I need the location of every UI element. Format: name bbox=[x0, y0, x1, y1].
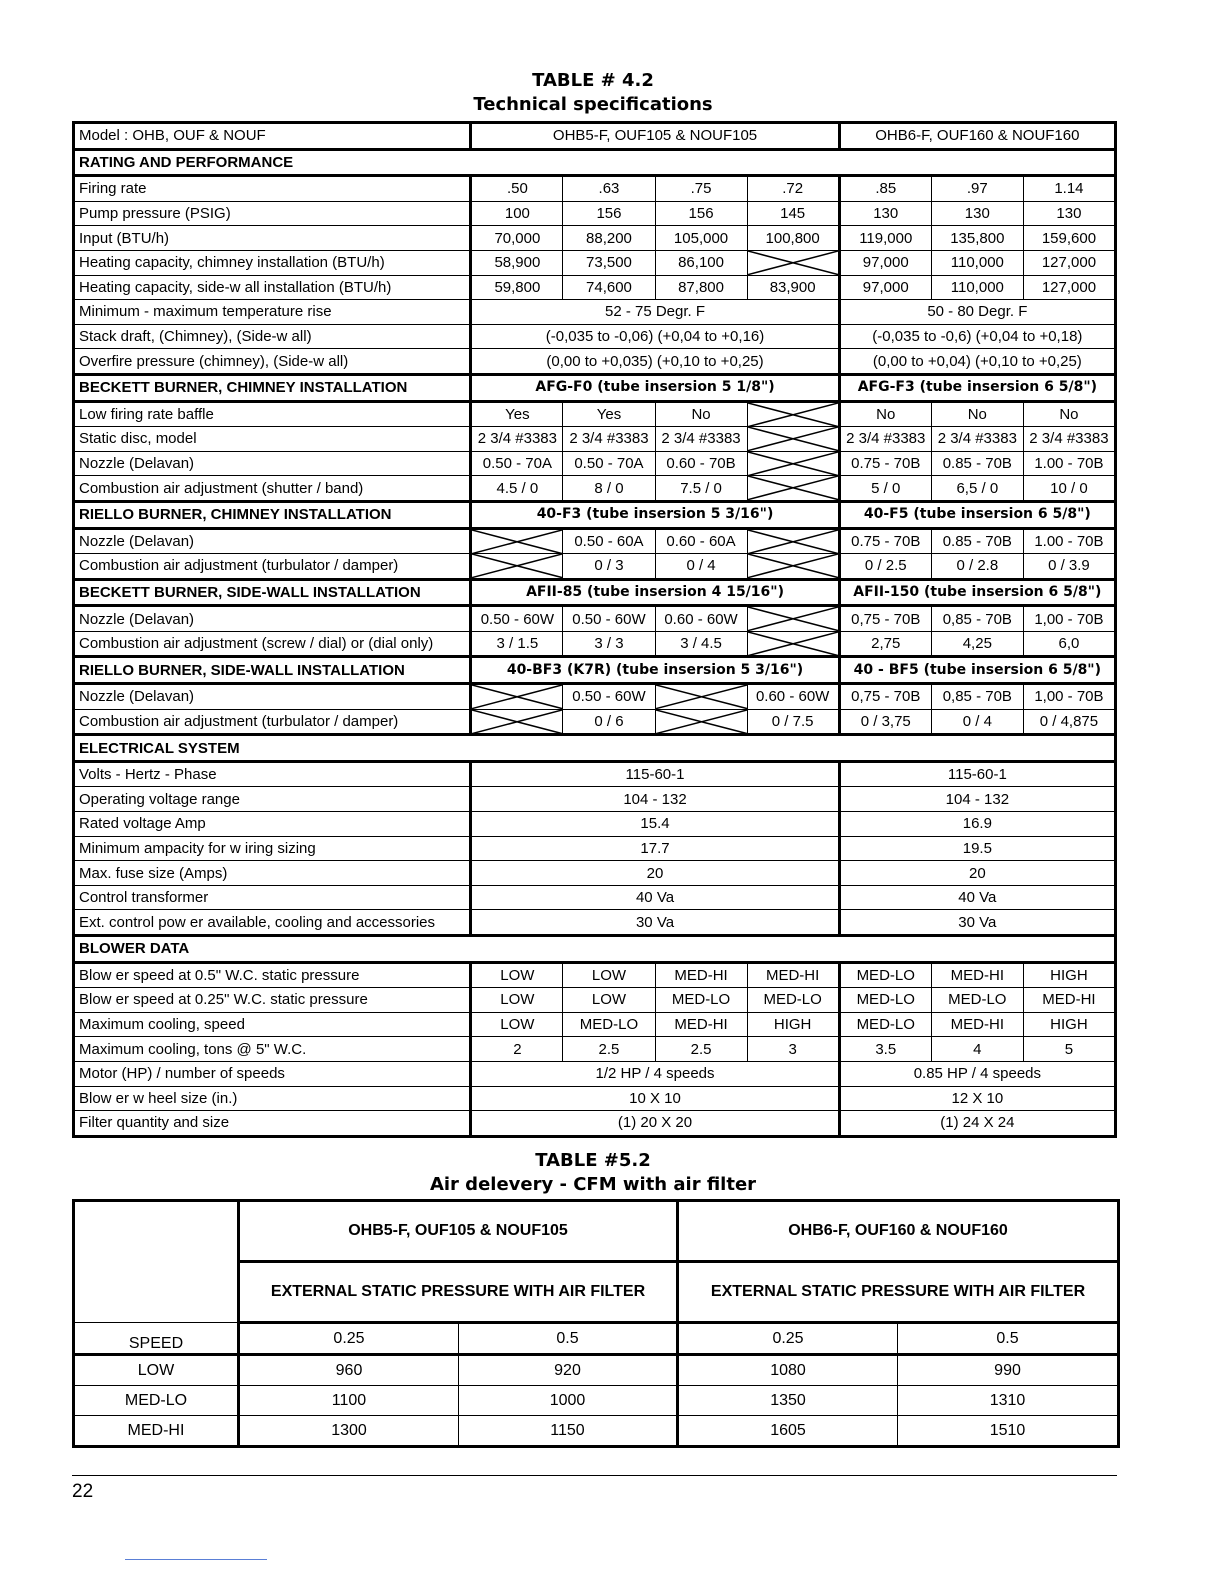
spec-value: 3.5 bbox=[839, 1037, 931, 1062]
spec-label: Combustion air adjustment (screw / dial) or (dial only) bbox=[74, 631, 471, 657]
spec-value-a: 10 X 10 bbox=[471, 1086, 839, 1111]
footer-link-underline bbox=[125, 1559, 267, 1560]
spec-label: Combustion air adjustment (shutter / band) bbox=[74, 476, 471, 502]
spec-label: Motor (HP) / number of speeds bbox=[74, 1061, 471, 1086]
spec-value: 105,000 bbox=[655, 226, 747, 251]
speed-cell: LOW bbox=[74, 1355, 239, 1386]
spec-label: Maximum cooling, speed bbox=[74, 1012, 471, 1037]
air-esp-header-row bbox=[74, 1262, 1119, 1323]
air-pressure-row bbox=[74, 1323, 1119, 1355]
spec-value: .50 bbox=[471, 176, 563, 202]
spec-value: MED-HI bbox=[931, 1012, 1023, 1037]
spec-value: 10 / 0 bbox=[1023, 476, 1115, 502]
spec-value: 135,800 bbox=[931, 226, 1023, 251]
spec-row bbox=[74, 451, 1116, 476]
spec-value: 145 bbox=[747, 201, 839, 226]
spec-label: Nozzle (Delavan) bbox=[74, 684, 471, 710]
spec-value: 5 / 0 bbox=[839, 476, 931, 502]
spec-value: 0.60 - 60W bbox=[655, 606, 747, 632]
spec-label: Input (BTU/h) bbox=[74, 226, 471, 251]
speed-cell: MED-LO bbox=[74, 1386, 239, 1416]
cfm-value: 920 bbox=[459, 1355, 678, 1386]
cfm-value: 1510 bbox=[898, 1416, 1119, 1447]
spec-value: MED-LO bbox=[931, 988, 1023, 1013]
not-applicable-cross-icon bbox=[747, 528, 839, 554]
spec-value: 100 bbox=[471, 201, 563, 226]
table-5-2-title: Air delevery - CFM with air filter bbox=[429, 1174, 757, 1195]
spec-label: Low firing rate baffle bbox=[74, 401, 471, 427]
spec-label: Firing rate bbox=[74, 176, 471, 202]
cfm-value: 1605 bbox=[678, 1416, 898, 1447]
spec-value: MED-LO bbox=[747, 988, 839, 1013]
spec-value: 0 / 3,75 bbox=[839, 709, 931, 735]
spec-value: 0.60 - 70B bbox=[655, 451, 747, 476]
spec-value: MED-LO bbox=[839, 962, 931, 988]
spec-value: 8 / 0 bbox=[563, 476, 655, 502]
spec-row bbox=[74, 324, 1116, 349]
spec-value: 159,600 bbox=[1023, 226, 1115, 251]
not-applicable-cross-icon bbox=[747, 451, 839, 476]
burner-model-b: 40 - BF5 (tube insersion 6 5/8") bbox=[839, 657, 1115, 684]
spec-label: Static disc, model bbox=[74, 427, 471, 452]
not-applicable-cross-icon bbox=[747, 401, 839, 427]
spec-value-b: 16.9 bbox=[839, 812, 1115, 837]
section-heading: RATING AND PERFORMANCE bbox=[74, 149, 1116, 176]
spec-value: 0 / 2.5 bbox=[839, 554, 931, 580]
spec-value-a: 40 Va bbox=[471, 885, 839, 910]
spec-value: 2 3/4 #3383 bbox=[655, 427, 747, 452]
spec-label: Nozzle (Delavan) bbox=[74, 606, 471, 632]
spec-value: 70,000 bbox=[471, 226, 563, 251]
spec-row bbox=[74, 501, 1116, 528]
spec-value: Yes bbox=[563, 401, 655, 427]
spec-row bbox=[74, 787, 1116, 812]
burner-model-b: AFG-F3 (tube insersion 6 5/8") bbox=[839, 374, 1115, 401]
burner-model-a: 40-BF3 (K7R) (tube insersion 5 3/16") bbox=[471, 657, 839, 684]
spec-value: MED-LO bbox=[655, 988, 747, 1013]
spec-row bbox=[74, 812, 1116, 837]
spec-label: Stack draft, (Chimney), (Side-w all) bbox=[74, 324, 471, 349]
spec-value: 0 / 4,875 bbox=[1023, 709, 1115, 735]
spec-value-b: 12 X 10 bbox=[839, 1086, 1115, 1111]
spec-value: 4.5 / 0 bbox=[471, 476, 563, 502]
burner-model-a: AFII-85 (tube insersion 4 15/16") bbox=[471, 579, 839, 606]
spec-value: 0.85 - 70B bbox=[931, 528, 1023, 554]
spec-value-a: 17.7 bbox=[471, 836, 839, 861]
spec-value: 130 bbox=[931, 201, 1023, 226]
spec-row bbox=[74, 910, 1116, 936]
spec-value: .97 bbox=[931, 176, 1023, 202]
spec-value: 0.50 - 60W bbox=[471, 606, 563, 632]
group-b-header: OHB6-F, OUF160 & NOUF160 bbox=[839, 123, 1115, 150]
cfm-value: 1310 bbox=[898, 1386, 1119, 1416]
cfm-value: 960 bbox=[239, 1355, 459, 1386]
spec-value: 0.50 - 60W bbox=[563, 606, 655, 632]
spec-row bbox=[74, 554, 1116, 580]
section-heading: BECKETT BURNER, CHIMNEY INSTALLATION bbox=[74, 374, 471, 401]
spec-value: 0.50 - 70A bbox=[471, 451, 563, 476]
spec-value: 1.14 bbox=[1023, 176, 1115, 202]
spec-row bbox=[74, 631, 1116, 657]
spec-value: 0,75 - 70B bbox=[839, 684, 931, 710]
spec-value-b: 30 Va bbox=[839, 910, 1115, 936]
burner-model-a: 40-F3 (tube insersion 5 3/16") bbox=[471, 501, 839, 528]
spec-value: 59,800 bbox=[471, 275, 563, 300]
spec-value: 0.50 - 70A bbox=[563, 451, 655, 476]
cfm-value: 1000 bbox=[459, 1386, 678, 1416]
spec-value-a: 20 bbox=[471, 861, 839, 886]
spec-value: 2 bbox=[471, 1037, 563, 1062]
spec-row bbox=[74, 988, 1116, 1013]
spec-value: 0.60 - 60W bbox=[747, 684, 839, 710]
spec-value: 2 3/4 #3383 bbox=[471, 427, 563, 452]
spec-value: 130 bbox=[839, 201, 931, 226]
cfm-value: 1150 bbox=[459, 1416, 678, 1447]
spec-row bbox=[74, 936, 1116, 963]
spec-value: 7.5 / 0 bbox=[655, 476, 747, 502]
spec-label: Pump pressure (PSIG) bbox=[74, 201, 471, 226]
air-table-row bbox=[74, 1386, 1119, 1416]
cfm-value: 1080 bbox=[678, 1355, 898, 1386]
spec-value: 130 bbox=[1023, 201, 1115, 226]
spec-value: 2.5 bbox=[563, 1037, 655, 1062]
spec-value: 2 3/4 #3383 bbox=[563, 427, 655, 452]
table-5-2-heading bbox=[0, 1149, 1186, 1197]
section-heading: RIELLO BURNER, CHIMNEY INSTALLATION bbox=[74, 501, 471, 528]
spec-row bbox=[74, 836, 1116, 861]
spec-value: 0 / 3 bbox=[563, 554, 655, 580]
cfm-value: 990 bbox=[898, 1355, 1119, 1386]
spec-value: .85 bbox=[839, 176, 931, 202]
spec-value: 1,00 - 70B bbox=[1023, 606, 1115, 632]
spec-value: 0.50 - 60W bbox=[563, 684, 655, 710]
spec-row bbox=[74, 1012, 1116, 1037]
spec-value: 0 / 6 bbox=[563, 709, 655, 735]
spec-row bbox=[74, 962, 1116, 988]
not-applicable-cross-icon bbox=[747, 631, 839, 657]
spec-row bbox=[74, 201, 1116, 226]
spec-value-b: (1) 24 X 24 bbox=[839, 1111, 1115, 1137]
spec-value: 2,75 bbox=[839, 631, 931, 657]
spec-label: Volts - Hertz - Phase bbox=[74, 761, 471, 787]
spec-value: 2 3/4 #3383 bbox=[931, 427, 1023, 452]
spec-label: Overfire pressure (chimney), (Side-w all) bbox=[74, 349, 471, 375]
spec-label: Heating capacity, chimney installation (BTU/h) bbox=[74, 250, 471, 275]
spec-value: HIGH bbox=[1023, 962, 1115, 988]
spec-row bbox=[74, 476, 1116, 502]
burner-model-a: AFG-F0 (tube insersion 5 1/8") bbox=[471, 374, 839, 401]
air-table-row bbox=[74, 1355, 1119, 1386]
spec-label: Ext. control pow er available, cooling and accessories bbox=[74, 910, 471, 936]
section-heading: BLOWER DATA bbox=[74, 936, 1116, 963]
spec-value: 0.75 - 70B bbox=[839, 528, 931, 554]
table-5-2-label: TABLE #5.2 bbox=[535, 1150, 651, 1171]
spec-label: Blow er w heel size (in.) bbox=[74, 1086, 471, 1111]
spec-row bbox=[74, 300, 1116, 325]
spec-value-b: 19.5 bbox=[839, 836, 1115, 861]
spec-value: MED-HI bbox=[747, 962, 839, 988]
spec-row bbox=[74, 657, 1116, 684]
spec-row bbox=[74, 275, 1116, 300]
spec-value-b: 40 Va bbox=[839, 885, 1115, 910]
pressure-a1: 0.25 bbox=[239, 1323, 459, 1355]
spec-value: 0 / 4 bbox=[655, 554, 747, 580]
spec-value: 4,25 bbox=[931, 631, 1023, 657]
model-header-row bbox=[74, 123, 1116, 150]
spec-value: 83,900 bbox=[747, 275, 839, 300]
spec-row bbox=[74, 684, 1116, 710]
spec-label: Nozzle (Delavan) bbox=[74, 451, 471, 476]
spec-row bbox=[74, 1111, 1116, 1137]
spec-value: 74,600 bbox=[563, 275, 655, 300]
spec-value: 5 bbox=[1023, 1037, 1115, 1062]
spec-label: Combustion air adjustment (turbulator / damper) bbox=[74, 709, 471, 735]
spec-row bbox=[74, 1061, 1116, 1086]
cfm-value: 1350 bbox=[678, 1386, 898, 1416]
spec-value: 87,800 bbox=[655, 275, 747, 300]
spec-value: 73,500 bbox=[563, 250, 655, 275]
spec-row bbox=[74, 528, 1116, 554]
spec-value: 88,200 bbox=[563, 226, 655, 251]
spec-value: .72 bbox=[747, 176, 839, 202]
not-applicable-cross-icon bbox=[747, 250, 839, 275]
spec-value: 4 bbox=[931, 1037, 1023, 1062]
not-applicable-cross-icon bbox=[471, 554, 563, 580]
air-esp-a-header: EXTERNAL STATIC PRESSURE WITH AIR FILTER bbox=[239, 1262, 678, 1323]
spec-value: 2.5 bbox=[655, 1037, 747, 1062]
spec-value: 58,900 bbox=[471, 250, 563, 275]
spec-value: 110,000 bbox=[931, 275, 1023, 300]
burner-model-b: AFII-150 (tube insersion 6 5/8") bbox=[839, 579, 1115, 606]
spec-label: Max. fuse size (Amps) bbox=[74, 861, 471, 886]
not-applicable-cross-icon bbox=[655, 709, 747, 735]
spec-value: MED-LO bbox=[563, 1012, 655, 1037]
page-number: 22 bbox=[72, 1481, 94, 1502]
spec-value-a: 115-60-1 bbox=[471, 761, 839, 787]
spec-value: .63 bbox=[563, 176, 655, 202]
air-group-a-header: OHB5-F, OUF105 & NOUF105 bbox=[239, 1201, 678, 1262]
technical-specifications-body bbox=[74, 123, 1116, 1137]
table-4-2-title: Technical specifications bbox=[473, 94, 713, 115]
model-label: Model : OHB, OUF & NOUF bbox=[74, 123, 471, 150]
air-group-header-row bbox=[74, 1201, 1119, 1262]
air-group-b-header: OHB6-F, OUF160 & NOUF160 bbox=[678, 1201, 1119, 1262]
burner-model-b: 40-F5 (tube insersion 6 5/8") bbox=[839, 501, 1115, 528]
spec-value-b: 20 bbox=[839, 861, 1115, 886]
spec-value-b: 50 - 80 Degr. F bbox=[839, 300, 1115, 325]
not-applicable-cross-icon bbox=[471, 684, 563, 710]
spec-value: 0,75 - 70B bbox=[839, 606, 931, 632]
spec-row bbox=[74, 349, 1116, 375]
spec-row bbox=[74, 735, 1116, 762]
spec-value: 3 / 3 bbox=[563, 631, 655, 657]
spec-value: 3 / 4.5 bbox=[655, 631, 747, 657]
spec-value: LOW bbox=[563, 962, 655, 988]
spec-value: 0 / 4 bbox=[931, 709, 1023, 735]
group-a-header: OHB5-F, OUF105 & NOUF105 bbox=[471, 123, 839, 150]
spec-row bbox=[74, 176, 1116, 202]
spec-value: 119,000 bbox=[839, 226, 931, 251]
spec-value: MED-HI bbox=[931, 962, 1023, 988]
spec-value: 0,85 - 70B bbox=[931, 684, 1023, 710]
spec-value: 97,000 bbox=[839, 275, 931, 300]
spec-value: 127,000 bbox=[1023, 275, 1115, 300]
footer-rule bbox=[72, 1475, 1117, 1476]
air-esp-b-header: EXTERNAL STATIC PRESSURE WITH AIR FILTER bbox=[678, 1262, 1119, 1323]
spec-value: 3 bbox=[747, 1037, 839, 1062]
spec-value: 0.75 - 70B bbox=[839, 451, 931, 476]
spec-value: 1.00 - 70B bbox=[1023, 451, 1115, 476]
spec-value: 86,100 bbox=[655, 250, 747, 275]
spec-value: 0 / 7.5 bbox=[747, 709, 839, 735]
spec-label: Nozzle (Delavan) bbox=[74, 528, 471, 554]
spec-row bbox=[74, 149, 1116, 176]
spec-value: 3 / 1.5 bbox=[471, 631, 563, 657]
spec-value: 6,0 bbox=[1023, 631, 1115, 657]
spec-row bbox=[74, 885, 1116, 910]
spec-row bbox=[74, 226, 1116, 251]
spec-value: MED-HI bbox=[655, 962, 747, 988]
spec-value: LOW bbox=[471, 1012, 563, 1037]
spec-value: 1.00 - 70B bbox=[1023, 528, 1115, 554]
not-applicable-cross-icon bbox=[471, 709, 563, 735]
not-applicable-cross-icon bbox=[747, 606, 839, 632]
spec-label: Control transformer bbox=[74, 885, 471, 910]
spec-row bbox=[74, 579, 1116, 606]
spec-value: LOW bbox=[563, 988, 655, 1013]
pressure-b2: 0.5 bbox=[898, 1323, 1119, 1355]
spec-value-a: 15.4 bbox=[471, 812, 839, 837]
spec-value: 156 bbox=[563, 201, 655, 226]
spec-value: No bbox=[1023, 401, 1115, 427]
spec-value: MED-HI bbox=[1023, 988, 1115, 1013]
spec-value: 2 3/4 #3383 bbox=[839, 427, 931, 452]
spec-value: 6,5 / 0 bbox=[931, 476, 1023, 502]
spec-value: No bbox=[931, 401, 1023, 427]
spec-value-a: 104 - 132 bbox=[471, 787, 839, 812]
spec-row bbox=[74, 606, 1116, 632]
spec-label: Heating capacity, side-w all installation (BTU/h) bbox=[74, 275, 471, 300]
spec-label: Rated voltage Amp bbox=[74, 812, 471, 837]
spec-label: Minimum ampacity for w iring sizing bbox=[74, 836, 471, 861]
spec-row bbox=[74, 761, 1116, 787]
spec-label: Operating voltage range bbox=[74, 787, 471, 812]
speed-cell: MED-HI bbox=[74, 1416, 239, 1447]
spec-row bbox=[74, 1037, 1116, 1062]
spec-value: 97,000 bbox=[839, 250, 931, 275]
spec-value: 0 / 3.9 bbox=[1023, 554, 1115, 580]
not-applicable-cross-icon bbox=[747, 554, 839, 580]
spec-value-b: 115-60-1 bbox=[839, 761, 1115, 787]
spec-value-b: (-0,035 to -0,6) (+0,04 to +0,18) bbox=[839, 324, 1115, 349]
cfm-value: 1300 bbox=[239, 1416, 459, 1447]
cfm-value: 1100 bbox=[239, 1386, 459, 1416]
spec-value-b: 104 - 132 bbox=[839, 787, 1115, 812]
section-heading: RIELLO BURNER, SIDE-WALL INSTALLATION bbox=[74, 657, 471, 684]
spec-row bbox=[74, 427, 1116, 452]
not-applicable-cross-icon bbox=[747, 476, 839, 502]
table-4-2-label: TABLE # 4.2 bbox=[532, 70, 654, 91]
spec-value: MED-HI bbox=[655, 1012, 747, 1037]
spec-value: 127,000 bbox=[1023, 250, 1115, 275]
spec-row bbox=[74, 374, 1116, 401]
air-corner-cell bbox=[74, 1201, 239, 1262]
spec-value: 0,85 - 70B bbox=[931, 606, 1023, 632]
spec-value: LOW bbox=[471, 988, 563, 1013]
speed-header: SPEED bbox=[74, 1323, 239, 1355]
air-corner-cell-lower bbox=[74, 1262, 239, 1323]
spec-value-b: (0,00 to +0,04) (+0,10 to +0,25) bbox=[839, 349, 1115, 375]
spec-row bbox=[74, 250, 1116, 275]
not-applicable-cross-icon bbox=[655, 684, 747, 710]
spec-value-a: (0,00 to +0,035) (+0,10 to +0,25) bbox=[471, 349, 839, 375]
section-heading: ELECTRICAL SYSTEM bbox=[74, 735, 1116, 762]
spec-value: MED-LO bbox=[839, 1012, 931, 1037]
spec-value: No bbox=[839, 401, 931, 427]
technical-specifications-table bbox=[72, 121, 1117, 1138]
spec-value-a: 30 Va bbox=[471, 910, 839, 936]
spec-label: Filter quantity and size bbox=[74, 1111, 471, 1137]
table-4-2-heading bbox=[0, 69, 1186, 117]
spec-value: HIGH bbox=[747, 1012, 839, 1037]
spec-value-a: 52 - 75 Degr. F bbox=[471, 300, 839, 325]
spec-value-a: 1/2 HP / 4 speeds bbox=[471, 1061, 839, 1086]
spec-value: 156 bbox=[655, 201, 747, 226]
spec-value-b: 0.85 HP / 4 speeds bbox=[839, 1061, 1115, 1086]
pressure-a2: 0.5 bbox=[459, 1323, 678, 1355]
pressure-b1: 0.25 bbox=[678, 1323, 898, 1355]
spec-value-a: (1) 20 X 20 bbox=[471, 1111, 839, 1137]
spec-value: 1,00 - 70B bbox=[1023, 684, 1115, 710]
spec-value: 110,000 bbox=[931, 250, 1023, 275]
air-delivery-table bbox=[72, 1199, 1120, 1448]
spec-value: 2 3/4 #3383 bbox=[1023, 427, 1115, 452]
not-applicable-cross-icon bbox=[747, 427, 839, 452]
spec-value: No bbox=[655, 401, 747, 427]
spec-value: HIGH bbox=[1023, 1012, 1115, 1037]
air-delivery-body bbox=[74, 1201, 1119, 1447]
spec-value: .75 bbox=[655, 176, 747, 202]
spec-row bbox=[74, 861, 1116, 886]
spec-label: Blow er speed at 0.25" W.C. static pressure bbox=[74, 988, 471, 1013]
spec-row bbox=[74, 401, 1116, 427]
spec-value-a: (-0,035 to -0,06) (+0,04 to +0,16) bbox=[471, 324, 839, 349]
spec-value: 0 / 2.8 bbox=[931, 554, 1023, 580]
spec-value: 0.60 - 60A bbox=[655, 528, 747, 554]
spec-value: 0.85 - 70B bbox=[931, 451, 1023, 476]
spec-label: Blow er speed at 0.5" W.C. static pressure bbox=[74, 962, 471, 988]
spec-label: Minimum - maximum temperature rise bbox=[74, 300, 471, 325]
not-applicable-cross-icon bbox=[471, 528, 563, 554]
section-heading: BECKETT BURNER, SIDE-WALL INSTALLATION bbox=[74, 579, 471, 606]
spec-row bbox=[74, 709, 1116, 735]
spec-value: MED-LO bbox=[839, 988, 931, 1013]
air-table-row bbox=[74, 1416, 1119, 1447]
spec-label: Maximum cooling, tons @ 5" W.C. bbox=[74, 1037, 471, 1062]
spec-value: Yes bbox=[471, 401, 563, 427]
spec-row bbox=[74, 1086, 1116, 1111]
spec-value: 0.50 - 60A bbox=[563, 528, 655, 554]
spec-value: LOW bbox=[471, 962, 563, 988]
spec-label: Combustion air adjustment (turbulator / damper) bbox=[74, 554, 471, 580]
spec-value: 100,800 bbox=[747, 226, 839, 251]
